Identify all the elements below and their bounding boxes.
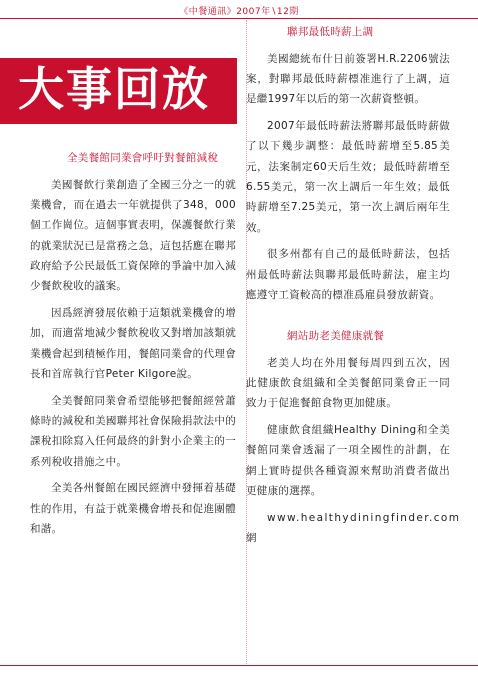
paragraph: 美國餐飲行業創造了全國三分之一的就業機會，而在過去一年就提供了348，000個工作崗位。這個事實表明，保護餐飲行業的就業狀況已是當務之急，這包括應在聯邦政府給予公民最低工資保障的爭論中加入減少餐飲稅收的議案。 — [30, 178, 236, 293]
article-title-tax-relief: 全美餐館同業會呼吁對餐館減稅 — [67, 152, 219, 164]
paragraph: 很多州都有自己的最低時薪法，包括州最低時薪法與聯邦最低時薪法，雇主均應遵守工資較高的標准爲雇員發放薪資。 — [246, 248, 450, 302]
website-url-line: www.healthydiningfinder.com網 — [246, 511, 461, 545]
article-title-healthy-dining: 網站助老美健康就餐 — [287, 329, 385, 342]
article-title-minimum-wage: 聯邦最低時薪上調 — [287, 26, 374, 38]
paragraph: 美國總統布什日前簽署H.R.2206號法案，對聯邦最低時薪標准進行了上調，這是繼1997年以后的第一次薪資整頓。 — [246, 52, 450, 106]
paragraph: 2007年最低時薪法將聯邦最低時薪做了以下幾步調整：最低時薪增至5.85美元，法案制定60天后生效；最低時薪增至6.55美元，第一次上調后一年生效；最低時薪增至7.25美元，第一次上調后兩年生效。 — [246, 120, 450, 234]
paragraph: 因爲經濟發展依賴于這類就業機會的增加，而適當地減少餐飲稅收又對增加該類就業機會起到積極作用，餐館同業會的代理會長和首席執行官Peter Kilgore說。 — [30, 307, 236, 380]
paragraph: 老美人均在外用餐每周四到五次，因此健康飲食組織和全美餐館同業會正一同致力于促進餐館食物更加健康。 — [246, 356, 450, 410]
paragraph: 健康飲食組織Healthy Dining和全美餐館同業會透漏了一項全國性的計劃，在網上實時提供各種資源來幫助消費者做出更健康的選擇。 — [246, 424, 450, 497]
paragraph: 全美餐館同業會希望能够把餐館經營蕭條時的減稅和美國聯邦社會保險捐款法中的課稅扣除寫入任何最終的針對小企業主的一系列稅收措施之中。 — [30, 394, 236, 468]
left-column — [30, 148, 236, 546]
right-column — [246, 22, 461, 555]
header-rule — [0, 18, 478, 19]
banner-title: 大事回放 — [18, 62, 210, 116]
section-spacer — [246, 312, 450, 326]
paragraph: 全美各州餐館在國民經濟中發揮着基礎性的作用，有益于就業機會增長和促進團體和諧。 — [30, 482, 236, 536]
footer-rule — [0, 665, 478, 666]
page-header: 《中餐通訊》2007年∖12期 — [179, 7, 299, 17]
